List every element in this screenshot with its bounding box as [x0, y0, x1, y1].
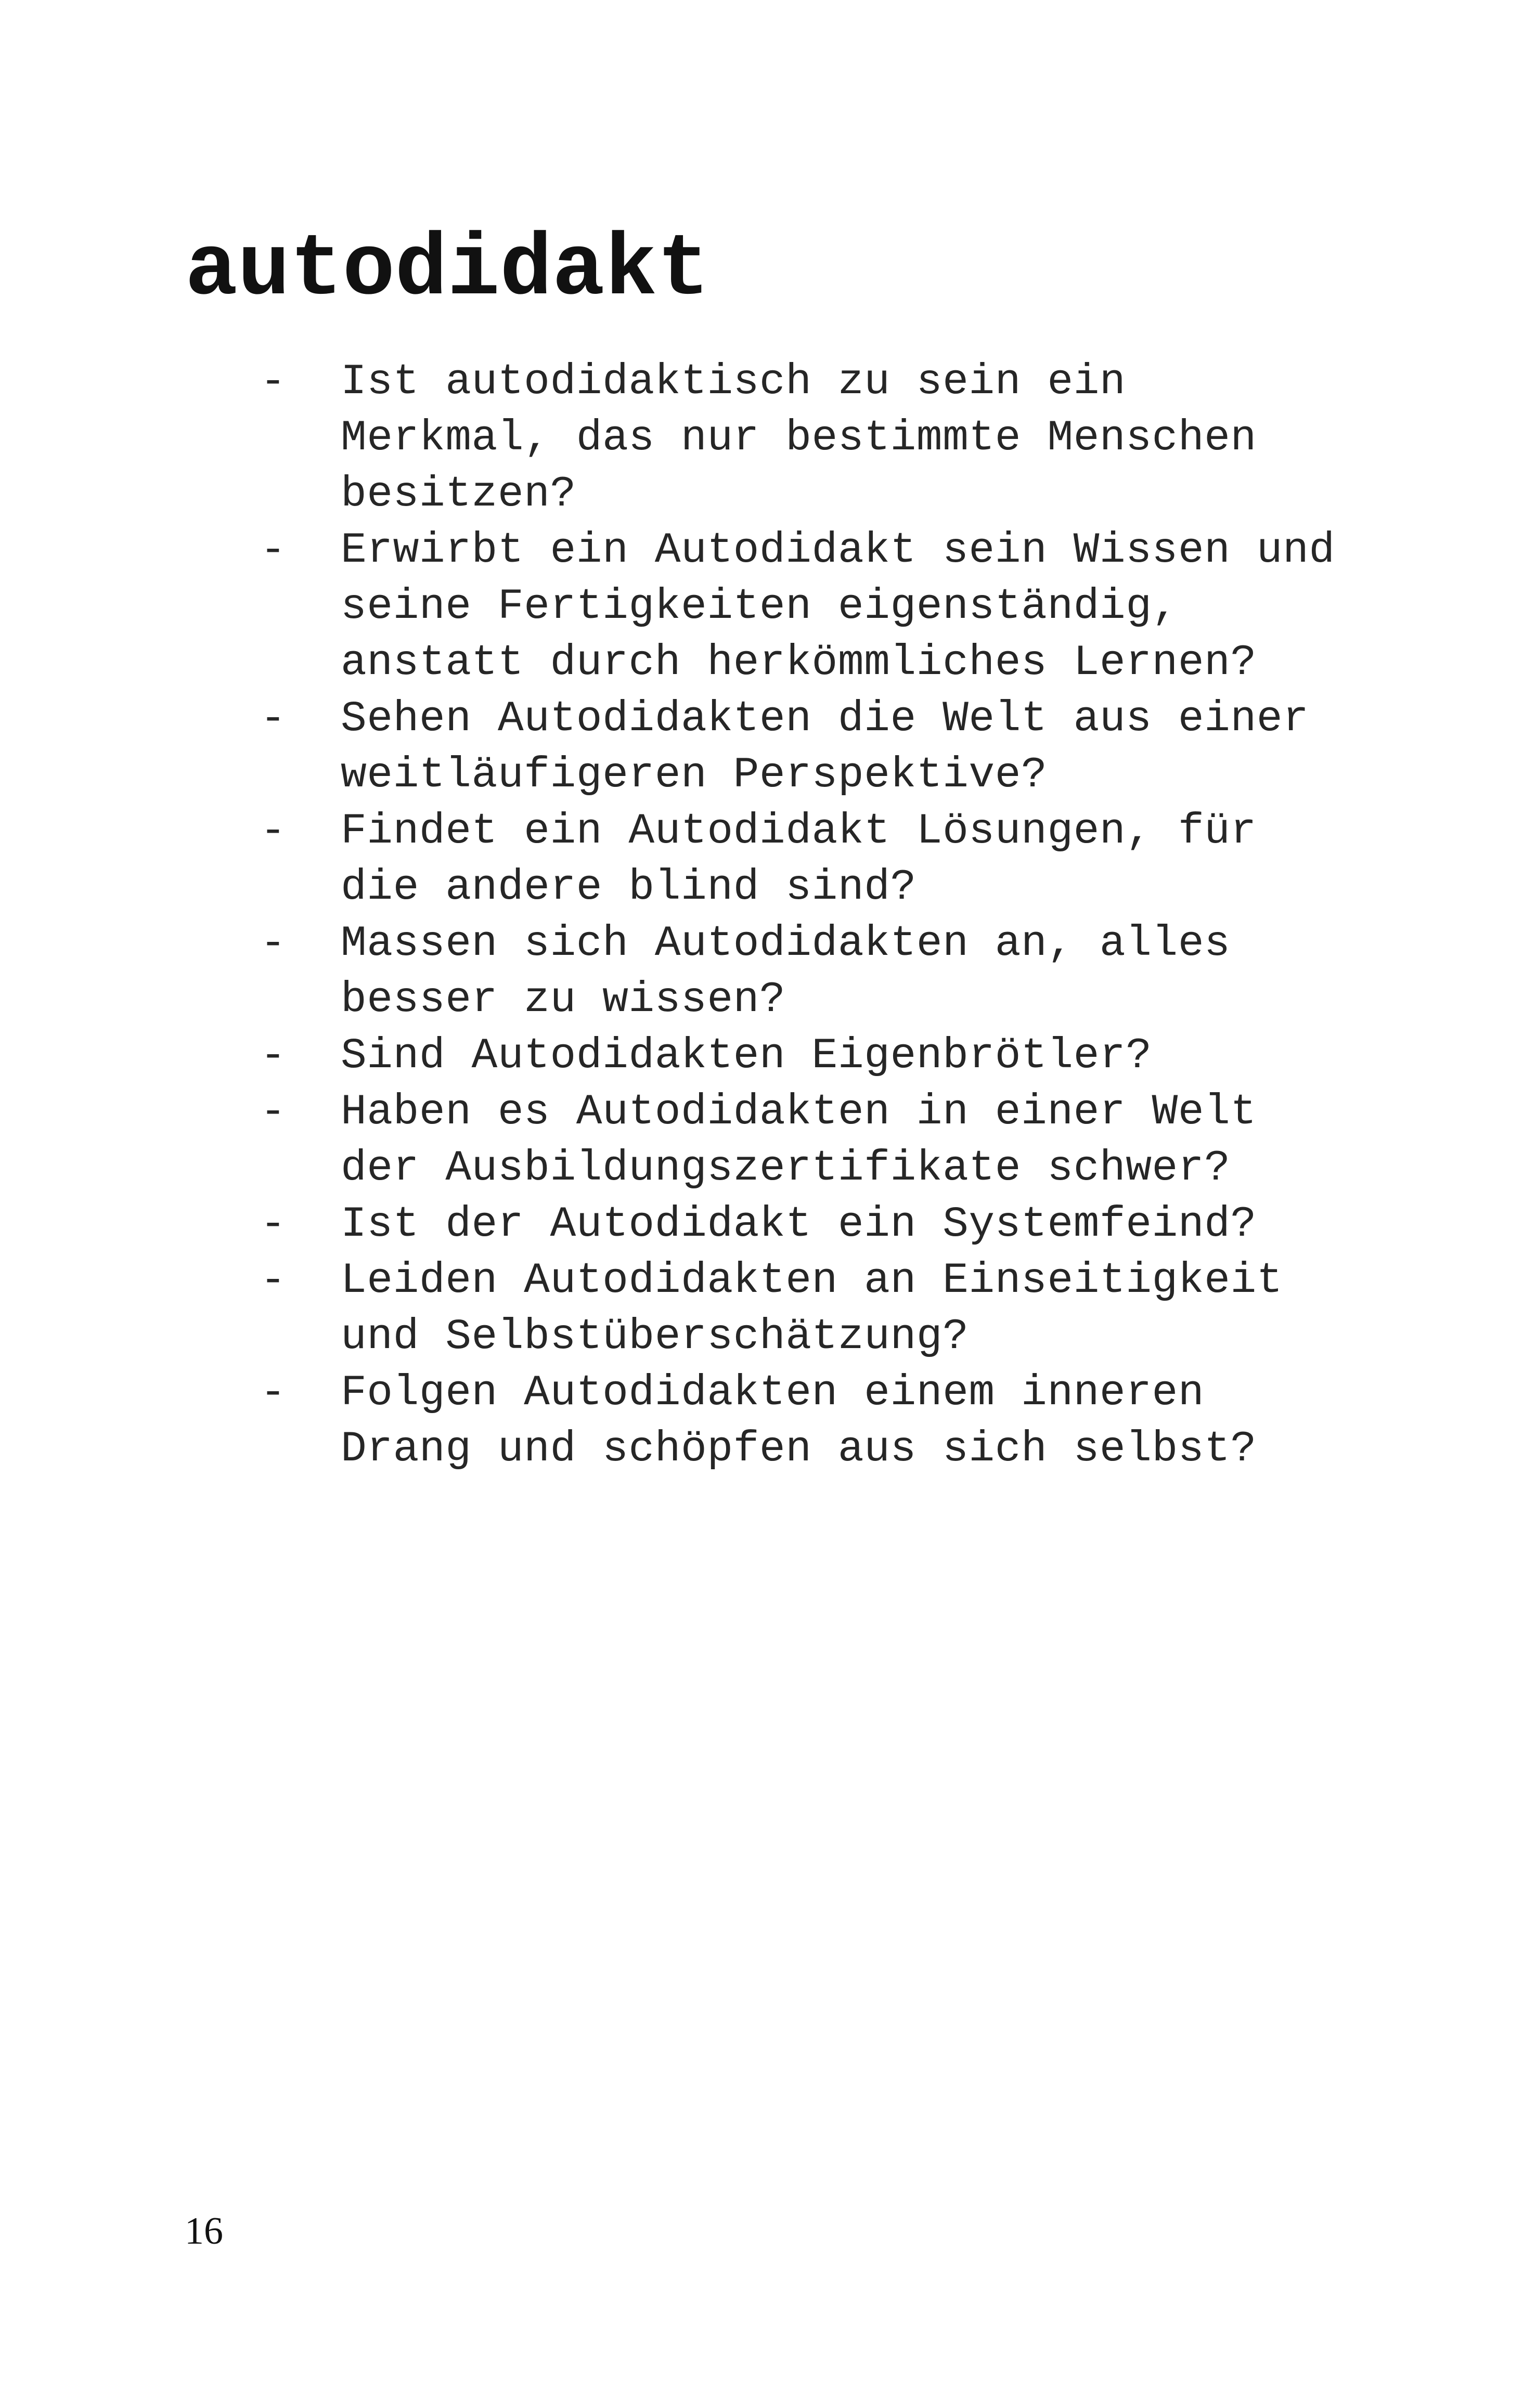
list-dash: - [260, 526, 287, 575]
question-text-line: anstatt durch herkömmliches Lernen? [341, 638, 1257, 687]
question-text-line: der Ausbildungszertifikate schwer? [341, 1144, 1231, 1193]
list-dash: - [260, 1200, 287, 1249]
question-text-line: Haben es Autodidakten in einer Welt [341, 1088, 1257, 1136]
list-dash: - [260, 1088, 287, 1136]
list-dash: - [260, 807, 287, 856]
question-text-line: Drang und schöpfen aus sich selbst? [341, 1425, 1257, 1473]
question-text-line: Findet ein Autodidakt Lösungen, für [341, 807, 1257, 856]
question-text-line: Folgen Autodidakten einem inneren [341, 1368, 1205, 1417]
question-text-line: die andere blind sind? [341, 863, 917, 912]
question-text-line: Massen sich Autodidakten an, alles [341, 919, 1231, 968]
list-dash: - [260, 1031, 287, 1080]
question-item [260, 691, 1378, 803]
question-item [260, 1084, 1378, 1196]
question-text-line: besser zu wissen? [341, 975, 786, 1024]
page-number: 16 [185, 2210, 223, 2252]
question-item [260, 522, 1378, 691]
question-text-line: Ist autodidaktisch zu sein ein [341, 357, 1126, 406]
page-title: autodidakt [185, 221, 710, 320]
list-dash: - [260, 694, 287, 743]
question-item [260, 1252, 1378, 1365]
question-text-line: Erwirbt ein Autodidakt sein Wissen und [341, 526, 1335, 575]
question-text-line: Sind Autodidakten Eigenbrötler? [341, 1031, 1152, 1080]
question-item [260, 354, 1378, 522]
question-item [260, 803, 1378, 915]
question-text-line: Sehen Autodidakten die Welt aus einer [341, 694, 1309, 743]
question-text-line: weitläufigeren Perspektive? [341, 750, 1048, 799]
list-dash: - [260, 1256, 287, 1305]
question-text-line: besitzen? [341, 470, 576, 519]
list-dash: - [260, 919, 287, 968]
question-text-line: Ist der Autodidakt ein Systemfeind? [341, 1200, 1257, 1249]
question-list [260, 354, 1378, 1477]
list-dash: - [260, 357, 287, 406]
question-item [260, 1196, 1378, 1252]
question-text-line: Leiden Autodidakten an Einseitigkeit [341, 1256, 1283, 1305]
question-item [260, 915, 1378, 1028]
question-text-line: und Selbstüberschätzung? [341, 1312, 969, 1361]
list-dash: - [260, 1368, 287, 1417]
question-text-line: Merkmal, das nur bestimmte Menschen [341, 413, 1257, 462]
question-item [260, 1028, 1378, 1084]
question-item [260, 1365, 1378, 1477]
question-text-line: seine Fertigkeiten eigenständig, [341, 582, 1178, 631]
